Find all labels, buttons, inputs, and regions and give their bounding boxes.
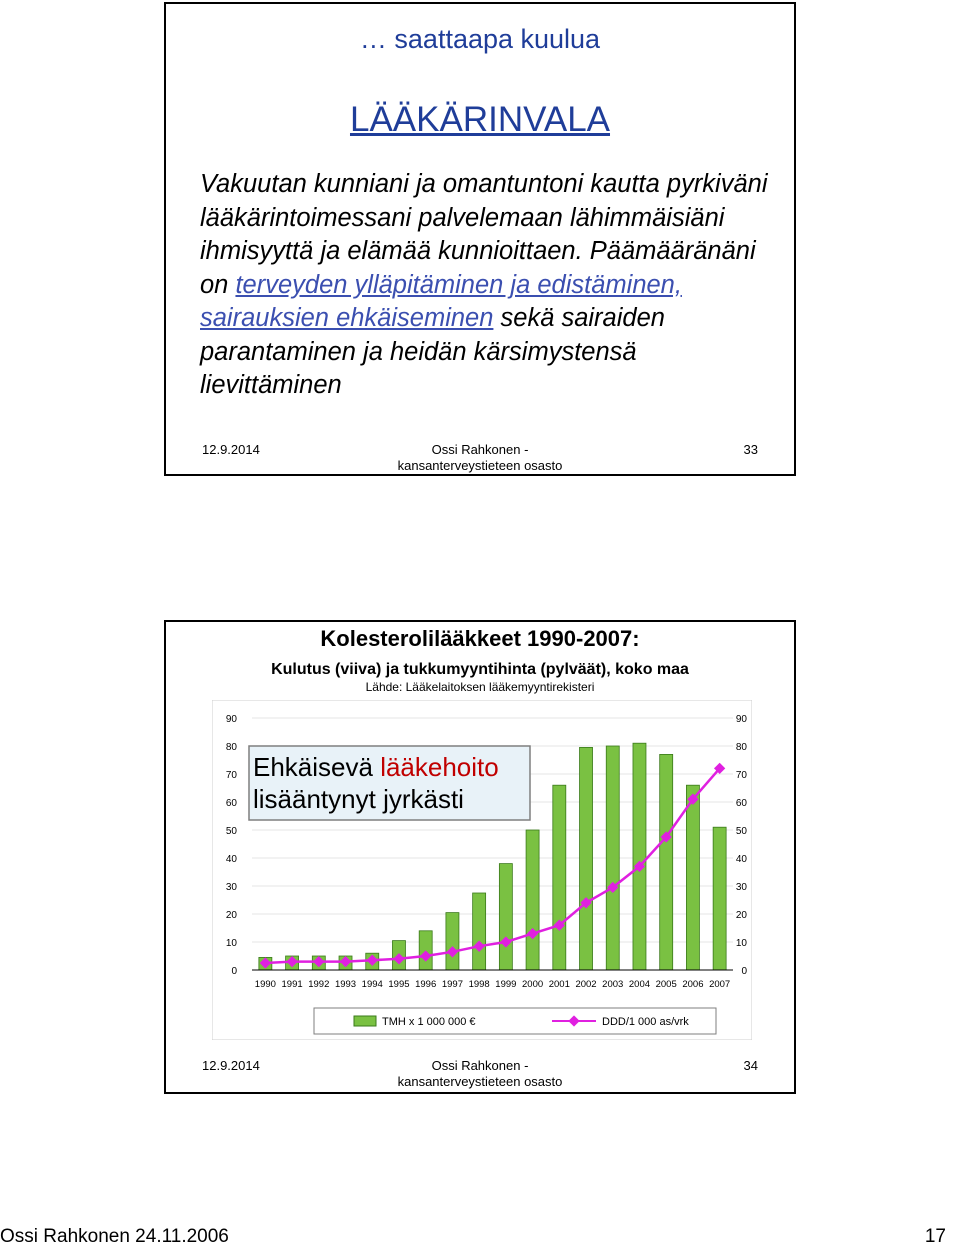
x-tick-label: 1997 bbox=[441, 979, 463, 990]
slide-subtitle: … saattaapa kuulua bbox=[359, 24, 601, 54]
oath-text-part: sekä sairaiden parantaminen ja heidän kärsimystensä lievittäminen bbox=[200, 304, 665, 399]
y-tick-label-right: 90 bbox=[735, 714, 747, 725]
y-tick-label-right: 60 bbox=[735, 798, 747, 809]
callout-line-1 bbox=[253, 752, 499, 782]
x-tick-label: 2003 bbox=[602, 979, 624, 990]
y-tick-label-left: 90 bbox=[225, 714, 237, 725]
bar bbox=[553, 785, 566, 970]
footer-author-name: Ossi Rahkonen - bbox=[431, 442, 529, 457]
footer-date: 12.9.2014 bbox=[202, 1058, 260, 1073]
callout-line-2: lisääntynyt jyrkästi bbox=[253, 784, 464, 814]
bar bbox=[499, 864, 512, 970]
y-tick-label-left: 0 bbox=[231, 966, 237, 977]
oath-text bbox=[200, 168, 780, 403]
oath-text-part: Vakuutan kunniani ja omantuntoni kautta pyrkiväni lääkärintoimessani palvelemaan lähimmäisiäni ihmisyyttä ja elämää kunnioittaen. Päämääränäni on bbox=[200, 170, 768, 299]
footer-unit: kansanterveystieteen osasto bbox=[397, 458, 563, 473]
x-tick-label: 2006 bbox=[682, 979, 704, 990]
x-tick-label: 2001 bbox=[548, 979, 570, 990]
bar bbox=[606, 746, 619, 970]
footer-unit: kansanterveystieteen osasto bbox=[397, 1074, 563, 1089]
chart-legend bbox=[314, 1008, 716, 1034]
slide-34 bbox=[164, 620, 796, 1094]
footer-date: 12.9.2014 bbox=[202, 442, 260, 457]
bar bbox=[660, 754, 673, 970]
bar bbox=[526, 830, 539, 970]
y-tick-label-left: 30 bbox=[225, 882, 237, 893]
slide-number: 34 bbox=[743, 1058, 758, 1073]
slide-footer bbox=[166, 1058, 794, 1102]
chart-title: Kolesterolilääkkeet 1990-2007: bbox=[320, 626, 640, 651]
y-tick-label-left: 70 bbox=[225, 770, 237, 781]
x-tick-label: 1994 bbox=[361, 979, 383, 990]
x-tick-label: 1991 bbox=[281, 979, 303, 990]
callout-highlight: lääkehoito bbox=[380, 752, 499, 782]
y-tick-label-right: 0 bbox=[741, 966, 747, 977]
y-tick-label-right: 70 bbox=[735, 770, 747, 781]
bar bbox=[580, 747, 593, 970]
x-tick-label: 2005 bbox=[655, 979, 677, 990]
callout-text: Ehkäisevä bbox=[253, 752, 381, 782]
slide-number: 33 bbox=[743, 442, 758, 457]
bar bbox=[633, 743, 646, 970]
callout-box bbox=[249, 746, 530, 820]
chart-subtitle: Kulutus (viiva) ja tukkumyyntihinta (pylväät), koko maa bbox=[271, 661, 689, 678]
x-tick-label: 1992 bbox=[308, 979, 330, 990]
chart-svg bbox=[212, 700, 752, 1040]
bar bbox=[713, 827, 726, 970]
slide-title: LÄÄKÄRINVALA bbox=[349, 100, 611, 139]
slide-33 bbox=[164, 2, 796, 476]
x-tick-label: 1999 bbox=[495, 979, 517, 990]
y-tick-label-right: 20 bbox=[735, 910, 747, 921]
x-tick-label: 2002 bbox=[575, 979, 597, 990]
y-tick-label-left: 50 bbox=[225, 826, 237, 837]
bar bbox=[446, 913, 459, 970]
legend-bar-swatch bbox=[354, 1016, 376, 1026]
x-tick-label: 1995 bbox=[388, 979, 410, 990]
oath-link-text[interactable]: terveyden ylläpitäminen ja edistäminen, sairauksien ehkäiseminen bbox=[200, 270, 682, 332]
y-tick-label-right: 40 bbox=[735, 854, 747, 865]
y-tick-label-right: 10 bbox=[735, 938, 747, 949]
chart-source: Lähde: Lääkelaitoksen lääkemyyntirekisteri bbox=[365, 680, 595, 694]
x-tick-label: 1998 bbox=[468, 979, 490, 990]
footer-author-name: Ossi Rahkonen - bbox=[431, 1058, 529, 1073]
y-tick-label-right: 50 bbox=[735, 826, 747, 837]
legend-line-label: DDD/1 000 as/vrk bbox=[602, 1016, 689, 1028]
footer-author bbox=[166, 1058, 794, 1090]
y-tick-label-left: 10 bbox=[225, 938, 237, 949]
footer-author bbox=[166, 442, 794, 474]
x-tick-label: 1990 bbox=[254, 979, 276, 990]
x-tick-label: 2007 bbox=[709, 979, 731, 990]
legend-bar-label: TMH x 1 000 000 € bbox=[382, 1016, 476, 1028]
y-tick-label-left: 80 bbox=[225, 742, 237, 753]
x-tick-label: 1993 bbox=[334, 979, 357, 990]
y-tick-label-left: 60 bbox=[225, 798, 237, 809]
x-tick-label: 2000 bbox=[522, 979, 544, 990]
slide-footer bbox=[166, 442, 794, 486]
x-tick-label: 2004 bbox=[628, 979, 651, 990]
y-tick-label-right: 30 bbox=[735, 882, 747, 893]
y-tick-label-right: 80 bbox=[735, 742, 747, 753]
page-number: 17 bbox=[924, 1226, 946, 1247]
x-tick-label: 1996 bbox=[415, 979, 437, 990]
page-footer-author-date: Ossi Rahkonen 24.11.2006 bbox=[0, 1226, 229, 1247]
bar bbox=[473, 893, 486, 970]
y-tick-label-left: 20 bbox=[225, 910, 237, 921]
bar bbox=[686, 785, 699, 970]
y-tick-label-left: 40 bbox=[225, 854, 237, 865]
